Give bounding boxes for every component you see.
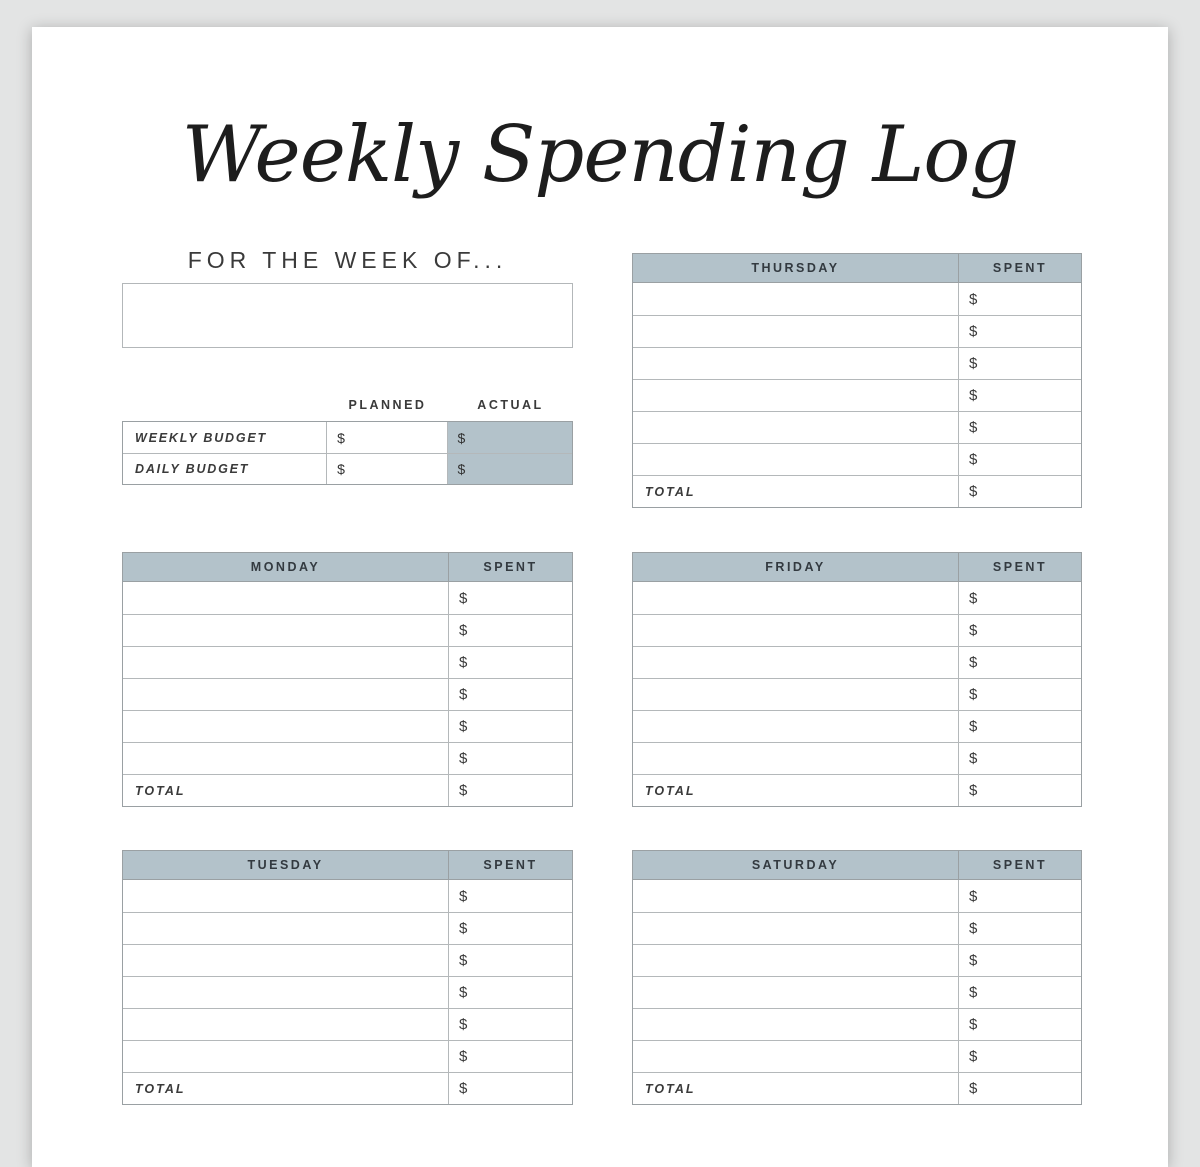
weekly-budget-label: WEEKLY BUDGET <box>123 422 327 453</box>
total-label: TOTAL <box>633 775 959 806</box>
spending-log-page <box>32 27 1168 1167</box>
expense-description-cell[interactable] <box>633 679 959 710</box>
total-amount-cell[interactable] <box>959 775 1081 806</box>
expense-amount-cell[interactable] <box>449 743 572 774</box>
expense-description-cell[interactable] <box>123 977 449 1008</box>
spent-column-header: SPENT <box>992 261 1048 275</box>
expense-row <box>123 646 572 678</box>
expense-amount-cell[interactable] <box>959 316 1081 347</box>
expense-description-cell[interactable] <box>633 444 959 475</box>
expense-amount-cell[interactable] <box>449 582 572 614</box>
currency-symbol: $ <box>969 686 978 703</box>
day-name-header: MONDAY <box>123 553 449 581</box>
expense-description-cell[interactable] <box>123 615 449 646</box>
expense-description-cell[interactable] <box>123 647 449 678</box>
day-table-header <box>123 553 572 582</box>
currency-symbol: $ <box>969 387 978 404</box>
expense-description-cell[interactable] <box>123 679 449 710</box>
currency-symbol: $ <box>459 686 468 703</box>
expense-row <box>123 710 572 742</box>
currency-symbol: $ <box>459 782 468 799</box>
day-total-row <box>633 475 1081 507</box>
expense-amount-cell[interactable] <box>959 615 1081 646</box>
currency-symbol: $ <box>969 483 978 500</box>
expense-description-cell[interactable] <box>633 1009 959 1040</box>
week-of-label: FOR THE WEEK OF... <box>187 247 508 273</box>
expense-row <box>123 614 572 646</box>
weekly-budget-actual-cell[interactable] <box>448 422 572 453</box>
day-table-monday <box>122 552 573 807</box>
expense-description-cell[interactable] <box>123 743 449 774</box>
expense-description-cell[interactable] <box>633 711 959 742</box>
currency-symbol: $ <box>459 622 468 639</box>
planned-column-label: PLANNED <box>348 398 427 412</box>
currency-symbol: $ <box>969 290 978 308</box>
expense-description-cell[interactable] <box>123 880 449 912</box>
total-amount-cell[interactable] <box>959 1073 1081 1104</box>
budget-table <box>122 421 573 485</box>
expense-amount-cell[interactable] <box>959 880 1081 912</box>
expense-row <box>123 976 572 1008</box>
actual-column-label: ACTUAL <box>477 398 544 412</box>
expense-amount-cell[interactable] <box>449 945 572 976</box>
week-of-input-box[interactable] <box>122 283 573 348</box>
currency-symbol: $ <box>459 920 468 937</box>
total-label: TOTAL <box>123 1073 449 1104</box>
expense-description-cell[interactable] <box>633 283 959 315</box>
expense-description-cell[interactable] <box>123 711 449 742</box>
currency-symbol: $ <box>969 920 978 937</box>
expense-amount-cell[interactable] <box>449 615 572 646</box>
expense-row <box>633 976 1081 1008</box>
expense-amount-cell[interactable] <box>959 380 1081 411</box>
expense-description-cell[interactable] <box>123 913 449 944</box>
expense-row <box>123 912 572 944</box>
day-table-friday <box>632 552 1082 807</box>
currency-symbol: $ <box>457 461 466 477</box>
expense-amount-cell[interactable] <box>959 412 1081 443</box>
day-table-header <box>633 553 1081 582</box>
expense-row <box>633 1040 1081 1072</box>
day-table-header <box>633 254 1081 283</box>
spent-column-header: SPENT <box>483 560 538 574</box>
expense-row <box>633 283 1081 315</box>
expense-description-cell[interactable] <box>633 913 959 944</box>
total-amount-cell[interactable] <box>449 775 572 806</box>
expense-description-cell[interactable] <box>633 348 959 379</box>
expense-row <box>633 315 1081 347</box>
expense-row <box>633 582 1081 614</box>
budget-column-labels <box>122 398 573 416</box>
spent-column-header: SPENT <box>992 560 1048 574</box>
expense-row <box>633 742 1081 774</box>
currency-symbol: $ <box>969 782 978 799</box>
total-amount-cell[interactable] <box>959 476 1081 507</box>
expense-description-cell[interactable] <box>633 880 959 912</box>
expense-description-cell[interactable] <box>633 743 959 774</box>
day-name-header: SATURDAY <box>633 851 959 879</box>
expense-row <box>633 347 1081 379</box>
expense-amount-cell[interactable] <box>959 582 1081 614</box>
expense-amount-cell[interactable] <box>959 348 1081 379</box>
day-total-row <box>123 774 572 806</box>
currency-symbol: $ <box>969 451 978 468</box>
day-table-saturday <box>632 850 1082 1105</box>
page-title: Weekly Spending Log <box>181 110 1019 200</box>
day-name-header: TUESDAY <box>123 851 449 879</box>
day-table-tuesday <box>122 850 573 1105</box>
day-table-header <box>123 851 572 880</box>
expense-amount-cell[interactable] <box>959 1009 1081 1040</box>
expense-row <box>633 678 1081 710</box>
expense-row <box>123 880 572 912</box>
currency-symbol: $ <box>459 887 468 905</box>
currency-symbol: $ <box>969 887 978 905</box>
expense-row <box>123 1040 572 1072</box>
currency-symbol: $ <box>459 952 468 969</box>
spent-column-header: SPENT <box>483 858 538 872</box>
total-label: TOTAL <box>123 775 449 806</box>
currency-symbol: $ <box>459 750 468 767</box>
expense-row <box>123 944 572 976</box>
expense-amount-cell[interactable] <box>449 1009 572 1040</box>
expense-row <box>633 1008 1081 1040</box>
expense-amount-cell[interactable] <box>959 283 1081 315</box>
day-table-header <box>633 851 1081 880</box>
expense-description-cell[interactable] <box>123 1009 449 1040</box>
expense-amount-cell[interactable] <box>449 647 572 678</box>
expense-row <box>633 411 1081 443</box>
currency-symbol: $ <box>459 589 468 607</box>
expense-row <box>633 646 1081 678</box>
expense-amount-cell[interactable] <box>959 977 1081 1008</box>
day-total-row <box>123 1072 572 1104</box>
expense-row <box>633 912 1081 944</box>
currency-symbol: $ <box>969 355 978 372</box>
currency-symbol: $ <box>459 984 468 1001</box>
expense-description-cell[interactable] <box>633 412 959 443</box>
expense-amount-cell[interactable] <box>449 913 572 944</box>
currency-symbol: $ <box>969 984 978 1001</box>
expense-amount-cell[interactable] <box>959 444 1081 475</box>
daily-budget-planned-cell[interactable] <box>327 454 447 484</box>
expense-amount-cell[interactable] <box>959 945 1081 976</box>
expense-amount-cell[interactable] <box>959 743 1081 774</box>
expense-amount-cell[interactable] <box>959 647 1081 678</box>
total-label: TOTAL <box>633 476 959 507</box>
day-total-row <box>633 1072 1081 1104</box>
currency-symbol: $ <box>969 622 978 639</box>
expense-description-cell[interactable] <box>123 945 449 976</box>
expense-row <box>633 379 1081 411</box>
currency-symbol: $ <box>459 1016 468 1033</box>
currency-symbol: $ <box>969 750 978 767</box>
expense-description-cell[interactable] <box>633 977 959 1008</box>
total-label: TOTAL <box>633 1073 959 1104</box>
daily-budget-row <box>123 453 572 484</box>
expense-amount-cell[interactable] <box>449 711 572 742</box>
currency-symbol: $ <box>969 419 978 436</box>
expense-amount-cell[interactable] <box>959 711 1081 742</box>
currency-symbol: $ <box>969 589 978 607</box>
day-table-thursday <box>632 253 1082 508</box>
currency-symbol: $ <box>459 1048 468 1065</box>
currency-symbol: $ <box>337 429 345 446</box>
currency-symbol: $ <box>457 429 466 446</box>
currency-symbol: $ <box>969 323 978 340</box>
currency-symbol: $ <box>459 654 468 671</box>
expense-description-cell[interactable] <box>633 582 959 614</box>
expense-row <box>633 880 1081 912</box>
currency-symbol: $ <box>969 1016 978 1033</box>
daily-budget-actual-cell[interactable] <box>448 454 572 484</box>
currency-symbol: $ <box>969 718 978 735</box>
expense-amount-cell[interactable] <box>959 913 1081 944</box>
currency-symbol: $ <box>337 461 345 477</box>
expense-description-cell[interactable] <box>633 615 959 646</box>
spent-column-header: SPENT <box>992 858 1048 872</box>
expense-description-cell[interactable] <box>123 582 449 614</box>
day-name-header: FRIDAY <box>633 553 959 581</box>
expense-row <box>633 614 1081 646</box>
expense-description-cell[interactable] <box>633 945 959 976</box>
currency-symbol: $ <box>969 952 978 969</box>
expense-row <box>123 678 572 710</box>
weekly-budget-row <box>123 422 572 453</box>
expense-description-cell[interactable] <box>633 647 959 678</box>
expense-row <box>633 710 1081 742</box>
day-name-header: THURSDAY <box>633 254 959 282</box>
expense-description-cell[interactable] <box>123 1041 449 1072</box>
expense-description-cell[interactable] <box>633 316 959 347</box>
total-amount-cell[interactable] <box>449 1073 572 1104</box>
currency-symbol: $ <box>969 654 978 671</box>
day-total-row <box>633 774 1081 806</box>
expense-row <box>123 582 572 614</box>
expense-amount-cell[interactable] <box>449 679 572 710</box>
expense-row <box>123 742 572 774</box>
expense-amount-cell[interactable] <box>449 1041 572 1072</box>
expense-row <box>123 1008 572 1040</box>
currency-symbol: $ <box>459 718 468 735</box>
expense-description-cell[interactable] <box>633 1041 959 1072</box>
expense-amount-cell[interactable] <box>449 880 572 912</box>
daily-budget-label: DAILY BUDGET <box>123 454 327 484</box>
weekly-budget-planned-cell[interactable] <box>327 422 447 453</box>
expense-row <box>633 944 1081 976</box>
expense-amount-cell[interactable] <box>449 977 572 1008</box>
currency-symbol: $ <box>969 1080 978 1097</box>
expense-amount-cell[interactable] <box>959 1041 1081 1072</box>
expense-description-cell[interactable] <box>633 380 959 411</box>
currency-symbol: $ <box>969 1048 978 1065</box>
currency-symbol: $ <box>459 1080 468 1097</box>
expense-row <box>633 443 1081 475</box>
expense-amount-cell[interactable] <box>959 679 1081 710</box>
